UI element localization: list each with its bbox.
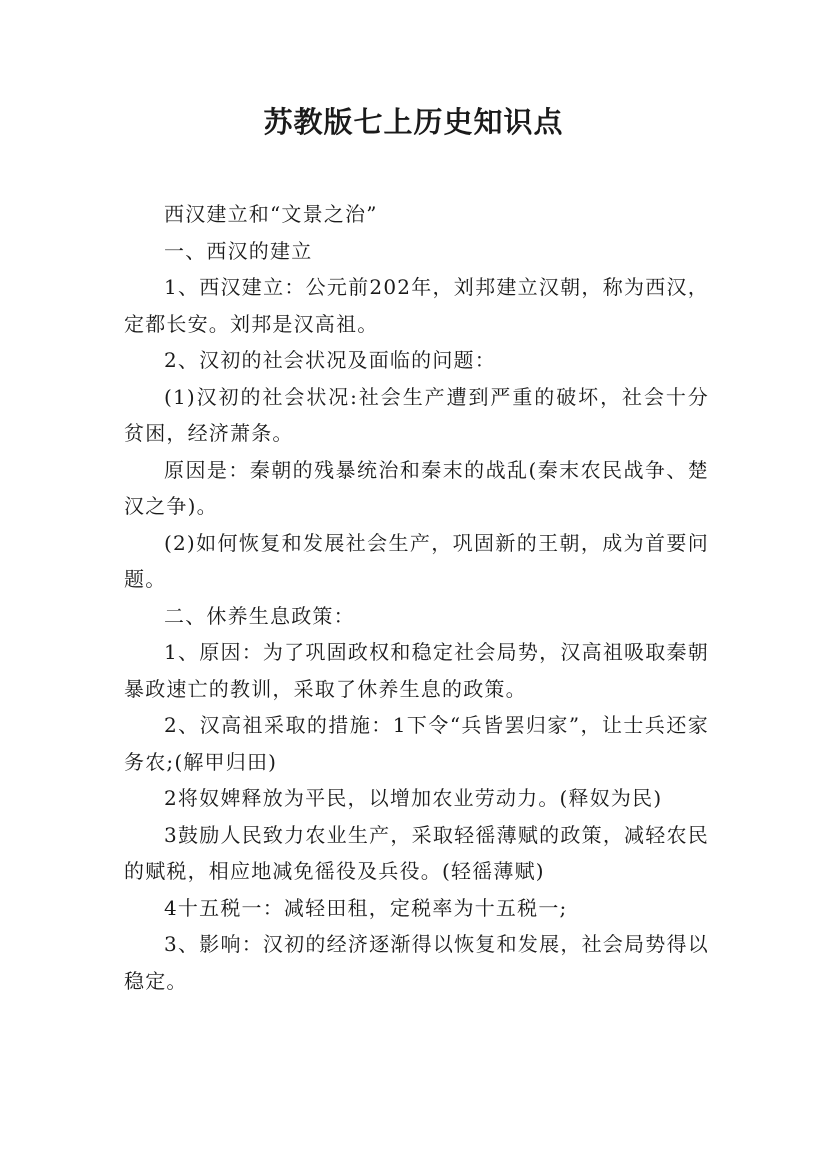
- paragraph: 1、原因：为了巩固政权和稳定社会局势，汉高祖吸取秦朝暴政速亡的教训，采取了休养生息的政策。: [124, 640, 709, 701]
- section-heading: 西汉建立和“文景之治”: [164, 202, 378, 226]
- document-body: [124, 196, 709, 999]
- paragraph: (1)汉初的社会状况:社会生产遭到严重的破坏，社会十分贫困，经济萧条。: [124, 384, 709, 445]
- paragraph: 3、影响：汉初的经济逐渐得以恢复和发展，社会局势得以稳定。: [124, 932, 709, 993]
- paragraph: 2、汉高祖采取的措施：1下令“兵皆罢归家”，让士兵还家务农;(解甲归田): [124, 713, 709, 774]
- paragraph: 1、西汉建立：公元前202年，刘邦建立汉朝，称为西汉，定都长安。刘邦是汉高祖。: [124, 275, 709, 336]
- subsection-heading: 一、西汉的建立: [164, 238, 313, 263]
- paragraph: (2)如何恢复和发展社会生产，巩固新的王朝，成为首要问题。: [124, 530, 709, 591]
- paragraph: 原因是：秦朝的残暴统治和秦末的战乱(秦末农民战争、楚汉之争)。: [124, 457, 709, 518]
- paragraph: 3鼓励人民致力农业生产，采取轻徭薄赋的政策，减轻农民的赋税，相应地减免徭役及兵役。(轻徭薄赋): [124, 822, 709, 883]
- document-title: 苏教版七上历史知识点: [263, 105, 564, 139]
- paragraph: 2、汉初的社会状况及面临的问题：: [164, 348, 496, 372]
- subsection-heading: 二、休养生息政策：: [164, 603, 355, 628]
- paragraph: 2将奴婢释放为平民，以增加农业劳动力。(释奴为民): [164, 786, 663, 810]
- paragraph: 4十五税一：减轻田租，定税率为十五税一;: [164, 895, 568, 920]
